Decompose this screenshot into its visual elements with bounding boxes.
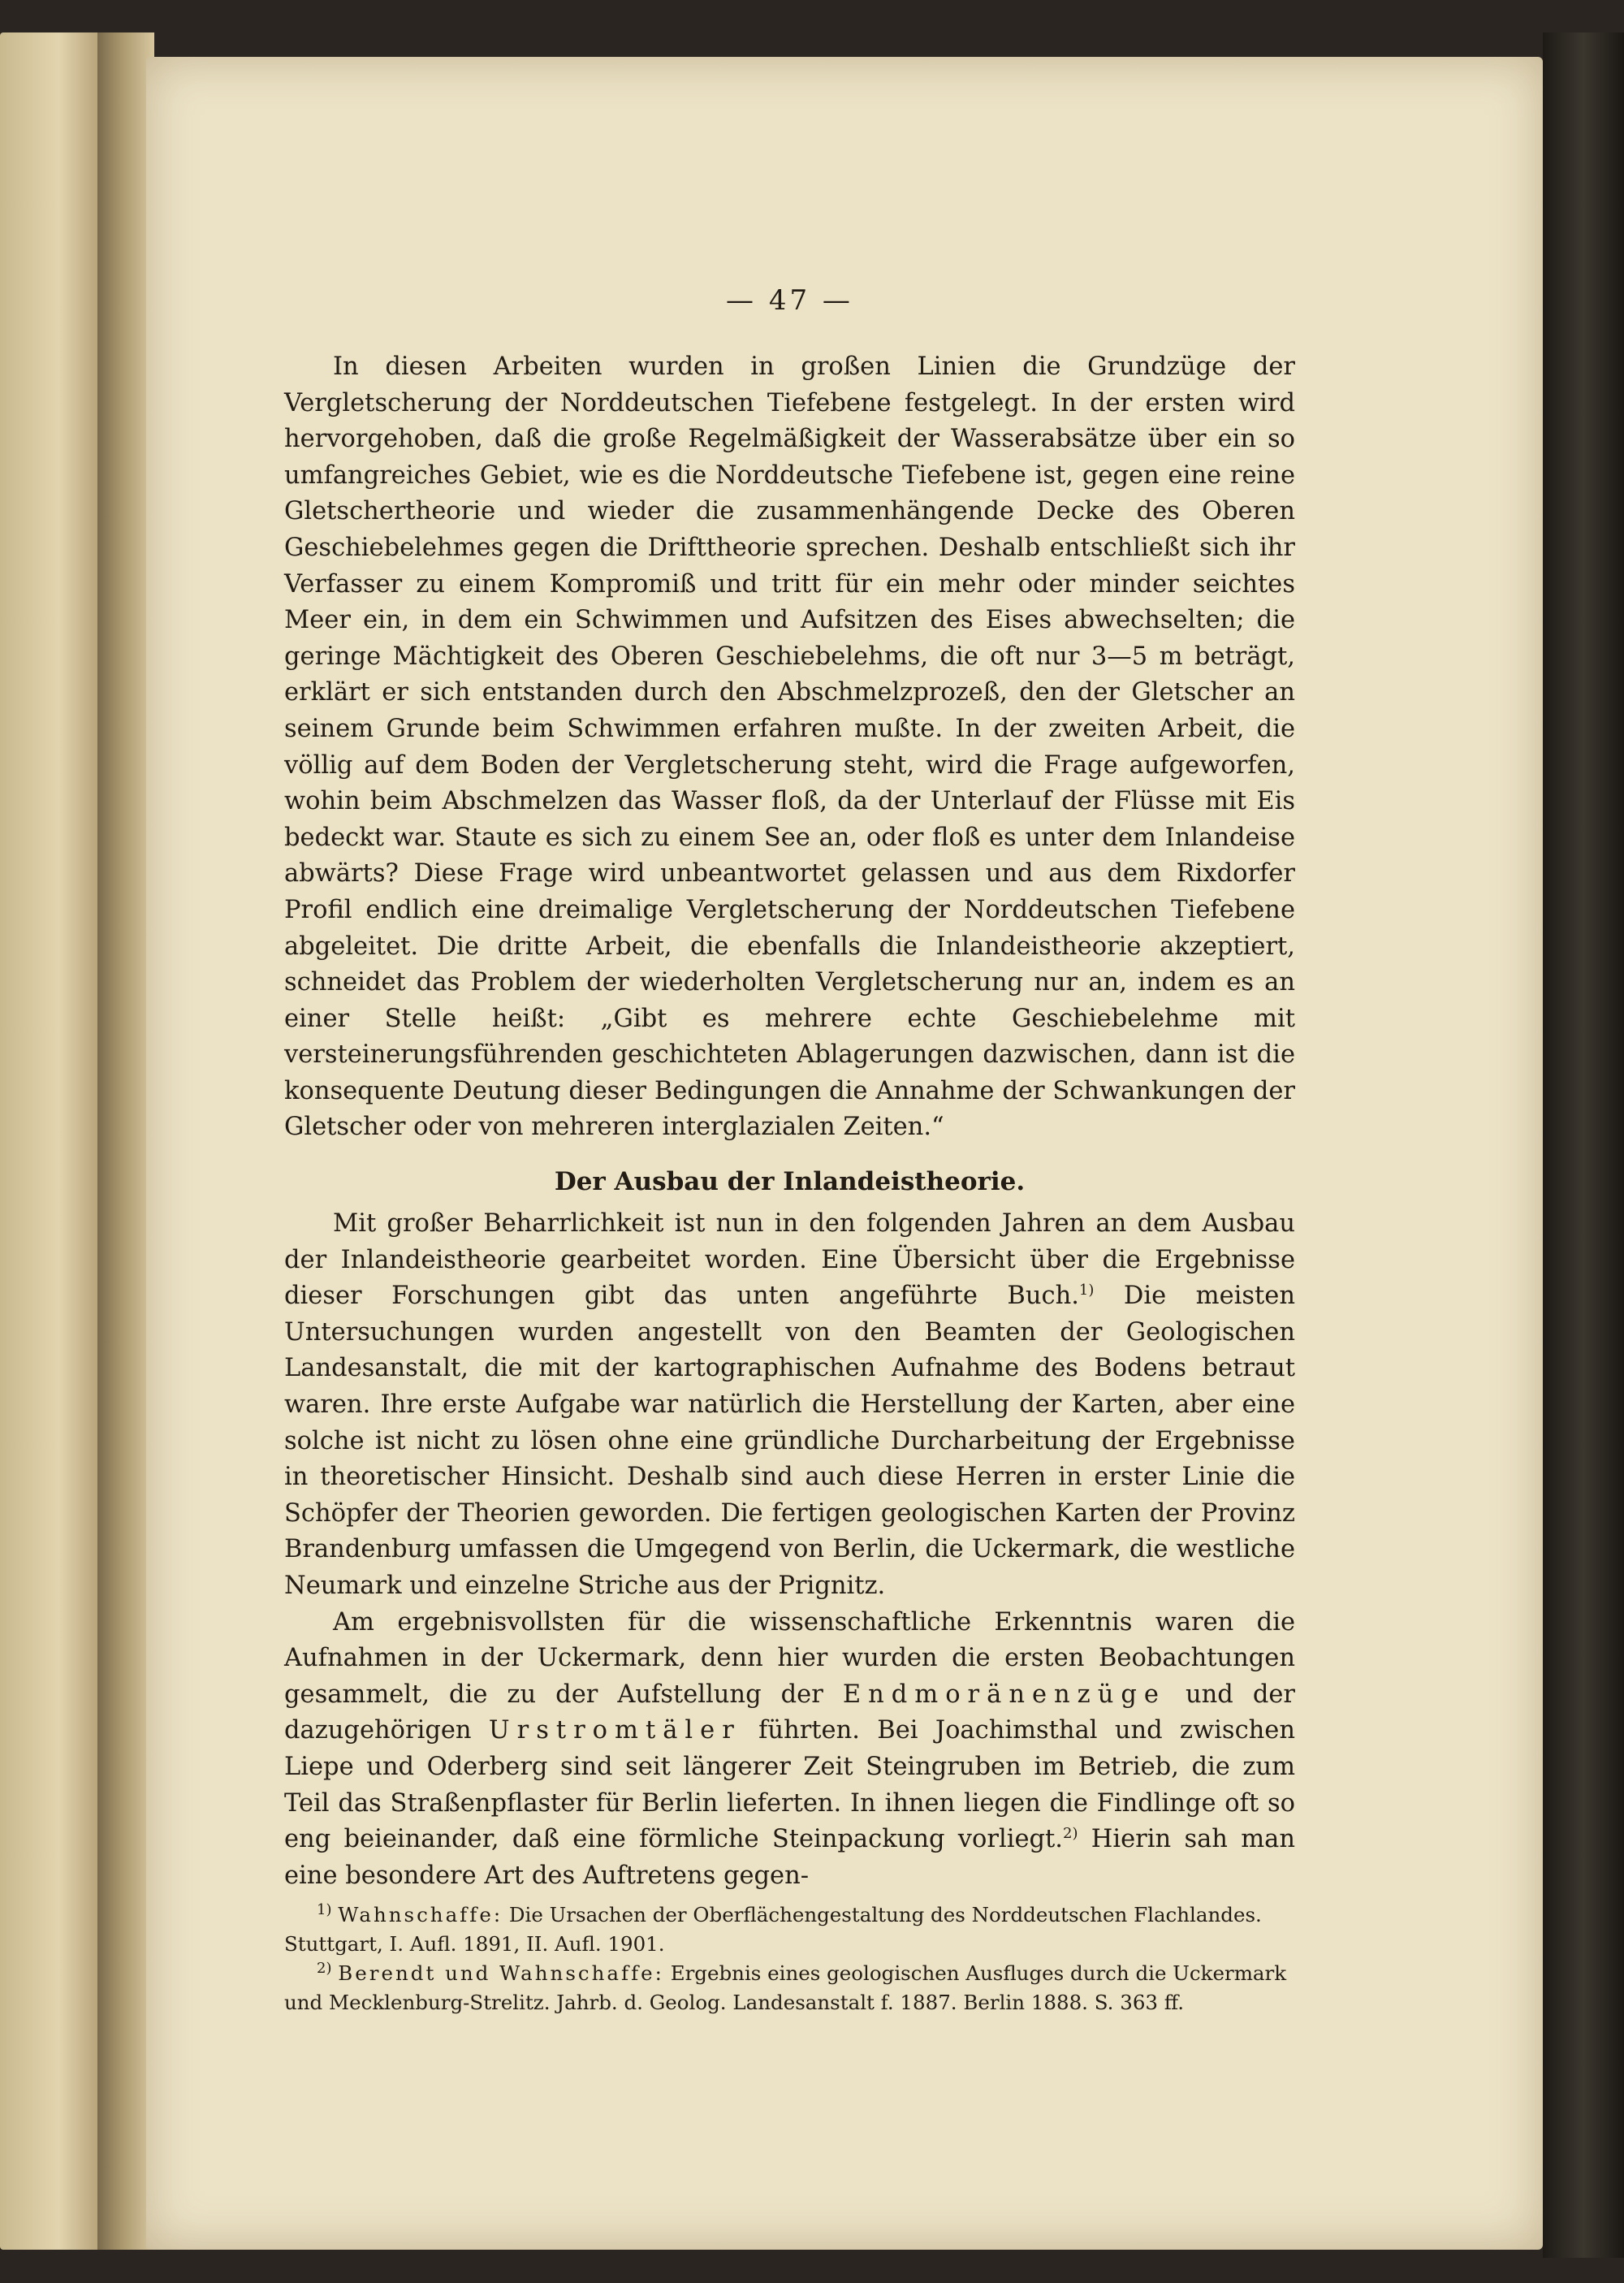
paragraph-3-text-c: führten. Bei Joachimsthal und zwischen Liepe und Oderberg sind seit längerer Zeit Steingruben im Betrieb, die zum Teil das Straßenpflaster für Berlin lieferten. In ihnen liegen die Findlinge oft so eng beieinander, daß eine förmliche Steinpackung vorliegt. (284, 1716, 1295, 1854)
book-cover-edge (1543, 32, 1624, 2258)
paragraph-2 (284, 1206, 1295, 1605)
footnotes (284, 1900, 1295, 2017)
section-heading: Der Ausbau der Inlandeistheorie. (554, 1167, 1026, 1197)
footnote-2-text: Ergebnis eines geologischen Ausfluges durch die Uckermark und Mecklenburg-Strelitz. Jahrb. d. Geolog. Landesanstalt f. 1887. Berlin 1888. S. 363 ff. (284, 1961, 1287, 2015)
footnote-1 (284, 1900, 1295, 1959)
paragraph-2-text-b: Die meisten Untersuchungen wurden angestellt von den Beamten der Geologischen Landesanstalt, die mit der kartographischen Aufnahme des Bodens betraut waren. Ihre erste Aufgabe war natürlich die Herstellung der Karten, aber eine solche ist nicht zu lösen ohne eine gründliche Durcharbeitung der Ergebnisse in theoretischer Hinsicht. Deshalb sind auch diese Herren in erster Linie die Schöpfer der Theorien geworden. Die fertigen geologischen Karten der Provinz Brandenburg umfassen die Umgegend von Berlin, die Uckermark, die westliche Neumark und einzelne Striche aus der Prignitz. (284, 1282, 1295, 1600)
term-endmoraenenzuege: Endmoränenzüge (842, 1680, 1166, 1709)
footnote-1-mark: 1) (317, 1901, 332, 1919)
footnote-2-author: Berendt und Wahnschaffe: (338, 1961, 664, 1986)
paragraph-3-text-a: Am ergebnisvollsten für die wissenschaftliche Erkenntnis waren die Aufnahmen in der Uckermark, denn hier wurden die ersten Beobachtungen gesammelt, die zu der Aufstellung der (284, 1607, 1295, 1709)
page-content (284, 284, 1295, 2017)
footnote-2-mark: 2) (317, 1960, 332, 1978)
footnote-ref-2: 2) (1063, 1825, 1078, 1842)
paragraph-1: In diesen Arbeiten wurden in großen Linien die Grundzüge der Vergletscherung der Norddeutschen Tiefebene festgelegt. In der ersten wird hervorgehoben, daß die große Regelmäßigkeit der Wasserabsätze über ein so umfangreiches Gebiet, wie es die Norddeutsche Tiefebene ist, gegen eine reine Gletschertheorie und wieder die zusammenhängende Decke des Oberen Geschiebelehmes gegen die Drifttheorie sprechen. Deshalb entschließt sich ihr Verfasser zu einem Kompromiß und tritt für ein mehr oder minder seichtes Meer ein, in dem ein Schwimmen und Aufsitzen des Eises abwechselten; die geringe Mächtigkeit des Oberen Geschiebelehms, die oft nur 3—5 m beträgt, erklärt er sich entstanden durch den Abschmelzprozeß, den der Gletscher an seinem Grunde beim Schwimmen erfahren mußte. In der zweiten Arbeit, die völlig auf dem Boden der Vergletscherung steht, wird die Frage aufgeworfen, wohin beim Abschmelzen das Wasser floß, da der Unterlauf der Flüsse mit Eis bedeckt war. Staute es sich zu einem See an, oder floß es unter dem Inlandeise abwärts? Diese Frage wird unbeantwortet gelassen und aus dem Rixdorfer Profil endlich eine dreimalige Vergletscherung der Norddeutschen Tiefebene abgeleitet. Die dritte Arbeit, die ebenfalls die Inlandeistheorie akzeptiert, schneidet das Problem der wiederholten Vergletscherung nur an, indem es an einer Stelle heißt: „Gibt es mehrere echte Geschiebelehme mit versteinerungsführenden geschichteten Ablagerungen dazwischen, dann ist die konsequente Deutung dieser Bedingungen die Annahme der Schwankungen der Gletscher oder von mehreren interglazialen Zeiten.“ (284, 352, 1295, 1142)
page-number: — 47 — (726, 284, 853, 317)
footnote-ref-1: 1) (1078, 1282, 1095, 1299)
paragraph-3-text-b: und der dazugehörigen (284, 1680, 1295, 1745)
left-page-edge (0, 32, 97, 2250)
paragraph-3 (284, 1605, 1295, 1895)
term-urstromtaeler: Urstromtäler (488, 1716, 741, 1745)
footnote-1-author: Wahnschaffe: (338, 1903, 503, 1927)
footnote-2 (284, 1959, 1295, 2017)
paragraph-2-text-a: Mit großer Beharrlichkeit ist nun in den folgenden Jahren an dem Ausbau der Inlandeistheorie gearbeitet worden. Eine Übersicht über die Ergebnisse dieser Forschungen gibt das unten angeführte Buch. (284, 1209, 1295, 1311)
paragraph-3-text-d: Hierin sah man eine besondere Art des Auftretens gegen- (284, 1825, 1295, 1890)
footnote-1-text: Die Ursachen der Oberflächengestaltung des Norddeutschen Flachlandes. Stuttgart, I. Aufl. 1891, II. Aufl. 1901. (284, 1903, 1262, 1957)
